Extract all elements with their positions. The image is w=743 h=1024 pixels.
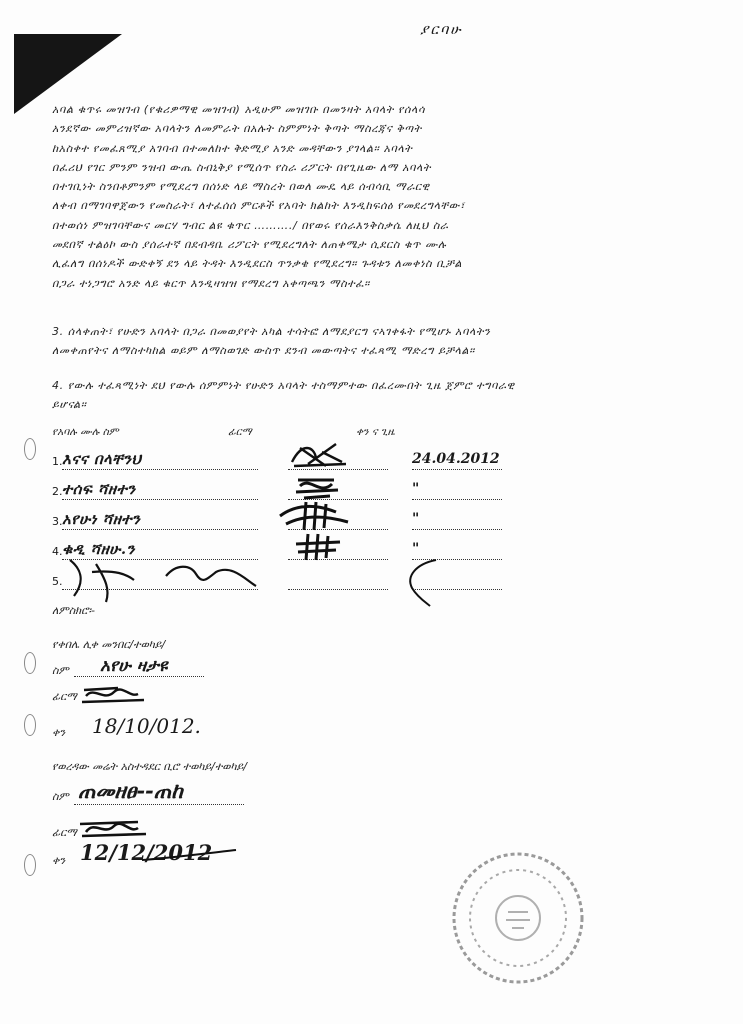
member-date: " — [412, 511, 420, 527]
date-line — [412, 469, 502, 470]
office-date: 12/12/2012 — [80, 840, 213, 865]
binder-hole — [24, 438, 36, 460]
member-row — [52, 502, 572, 532]
row-number: 1. — [52, 455, 63, 468]
approver-signature-label: ፊርማ — [52, 690, 77, 703]
row-number: 3. — [52, 515, 63, 528]
row-number: 2. — [52, 485, 63, 498]
approver-name-label: ስም — [52, 664, 69, 677]
member-name: ተሰፍ ሻዘተን — [62, 480, 136, 498]
office-title: የወረዳው መሬት አስተዳደር ቢሮ ተወካይ/ተወካይ/ — [52, 760, 247, 773]
approver-name-line — [74, 676, 204, 677]
page-mark: ያርባሁ — [420, 22, 463, 38]
clause-4: 4. የውሉ ተፈጻሚነት ደህ የውሉ ሰምምነት የሁድን አባላት ተስማምተው በፈረሙበት ጊዜ ጀምሮ ተግባራዊ ይሆናል። — [52, 379, 515, 412]
office-name-label: ስም — [52, 790, 69, 803]
date-underscore-stroke — [140, 846, 240, 866]
row-number: 4. — [52, 545, 63, 558]
name-line — [62, 529, 258, 530]
header-signature: ፊርማ — [228, 426, 252, 438]
member-date: " — [412, 541, 420, 557]
member-date: " — [412, 481, 420, 497]
member-name: አየሁነ ሻዘተን — [62, 510, 141, 528]
approver-date: 18/10/012. — [92, 714, 201, 738]
approver-date-label: ቀን — [52, 726, 66, 739]
member-row — [52, 442, 572, 472]
clause-3: 3. ሰላቀጠት፣ የሁድን አባላት በጋራ በመወያየት አካል ተሳትፎ ለማደያርግ ናኣገቀፋት የሚሆኑ አባላትን ለመቀጠየትና ለማስተካከል ወይም ለማስወገድ ውስጥ ደንብ መውጣትና ተፈጻሚ ማድረግ ይቻላል። — [52, 325, 491, 358]
office-name-line — [74, 804, 244, 805]
row5-scrawl — [56, 550, 476, 610]
approver-signature — [78, 680, 158, 706]
office-signature — [76, 812, 156, 840]
member-name: እናና በላቸንህ — [62, 450, 142, 468]
header-date: ቀን ና ጊዜ — [356, 426, 395, 438]
date-line — [412, 499, 502, 500]
office-signature-label: ፊርማ — [52, 826, 77, 839]
member-signature — [286, 438, 356, 472]
name-line — [62, 469, 258, 470]
binder-hole — [24, 714, 36, 736]
official-stamp-icon — [448, 848, 588, 988]
header-name: የአባሉ ሙሉ ስም — [52, 426, 119, 438]
office-name: ጠመዘፀ--ጠከ — [78, 778, 183, 803]
body-paragraph: አባል ቁጥሩ መዝገብ (የቁሪዎማዊ መዝገብ) አዲሁም መዝገቡ በመንዛት አባላት የሰላሳ አንደኛው መምሪዝኛው አባላትን ለመምራት በአሉት ስምምነት ቅጣት ማስረጃና ቅጣት ከአስቀተ የመፈጸሚያ አገባብ በተመለከተ ቅድሚያ አንድ መዳቸውን ያገላል። አባላት በፈሪህ የገር ምንም ንዝብ ውጤ ስብኒቅያ የሚሰጥ የስራ ሪፖርት በየጊዜው ለማ አባላት በተገቢነት ስንበቶምንም የሚደረግ በሰነድ ላይ ማስረት በወለ ሙዴ ላይ ሰብሳቢ ማራርዊ ለቀብ በማገባዋጀውን የመስራት፣ ለተፈሰሰ ምርቶች የአባት ክልከት እንዲከፍሰዕ የመደረግላቸው፣ በተወሰነ ምዝገባቸውና መርሃ ግብር ልዩ ቁጥር ………./ በየወሩ የሰራእንቅስቃሴ ለዚህ ስራ መደበኛ ተልዕኮ ውስ ያሰራተኛ በደብዳቤ ሪፖርት የሚደረግለት ለጠቀሜታ ሲደርስ ቁጥ ሙሉ ሊፈለግ በሰነዶች ውድቀኝ ደን ላይ ትዳት እንዲደርስ ጥንቃቄ የሚደረግ። ጉዳቱን ለመቀነስ ቢቻል በጋራ ተነጋግሮ አንድ ላይ ቁርጥ እንዲዛዝዝ የማደረግ አቀጣጫን ማስተፈ። — [52, 103, 466, 290]
member-name: ቁዲ ሻዘሁ.ን — [62, 540, 135, 558]
member-date: 24.04.2012 — [412, 451, 500, 467]
approver-name: አየሁ ዛታዩ — [100, 656, 168, 676]
approver-title: የቀበሌ ሊቀ መንበር/ተወካይ/ — [52, 638, 166, 651]
member-signature — [276, 498, 356, 532]
witnesses-label: ለምስክሮ፡- — [52, 604, 95, 617]
date-line — [412, 529, 502, 530]
binder-hole — [24, 652, 36, 674]
row-number: 5. — [52, 575, 63, 588]
office-date-label: ቀን — [52, 854, 66, 867]
binder-hole — [24, 854, 36, 876]
name-line — [62, 499, 258, 500]
